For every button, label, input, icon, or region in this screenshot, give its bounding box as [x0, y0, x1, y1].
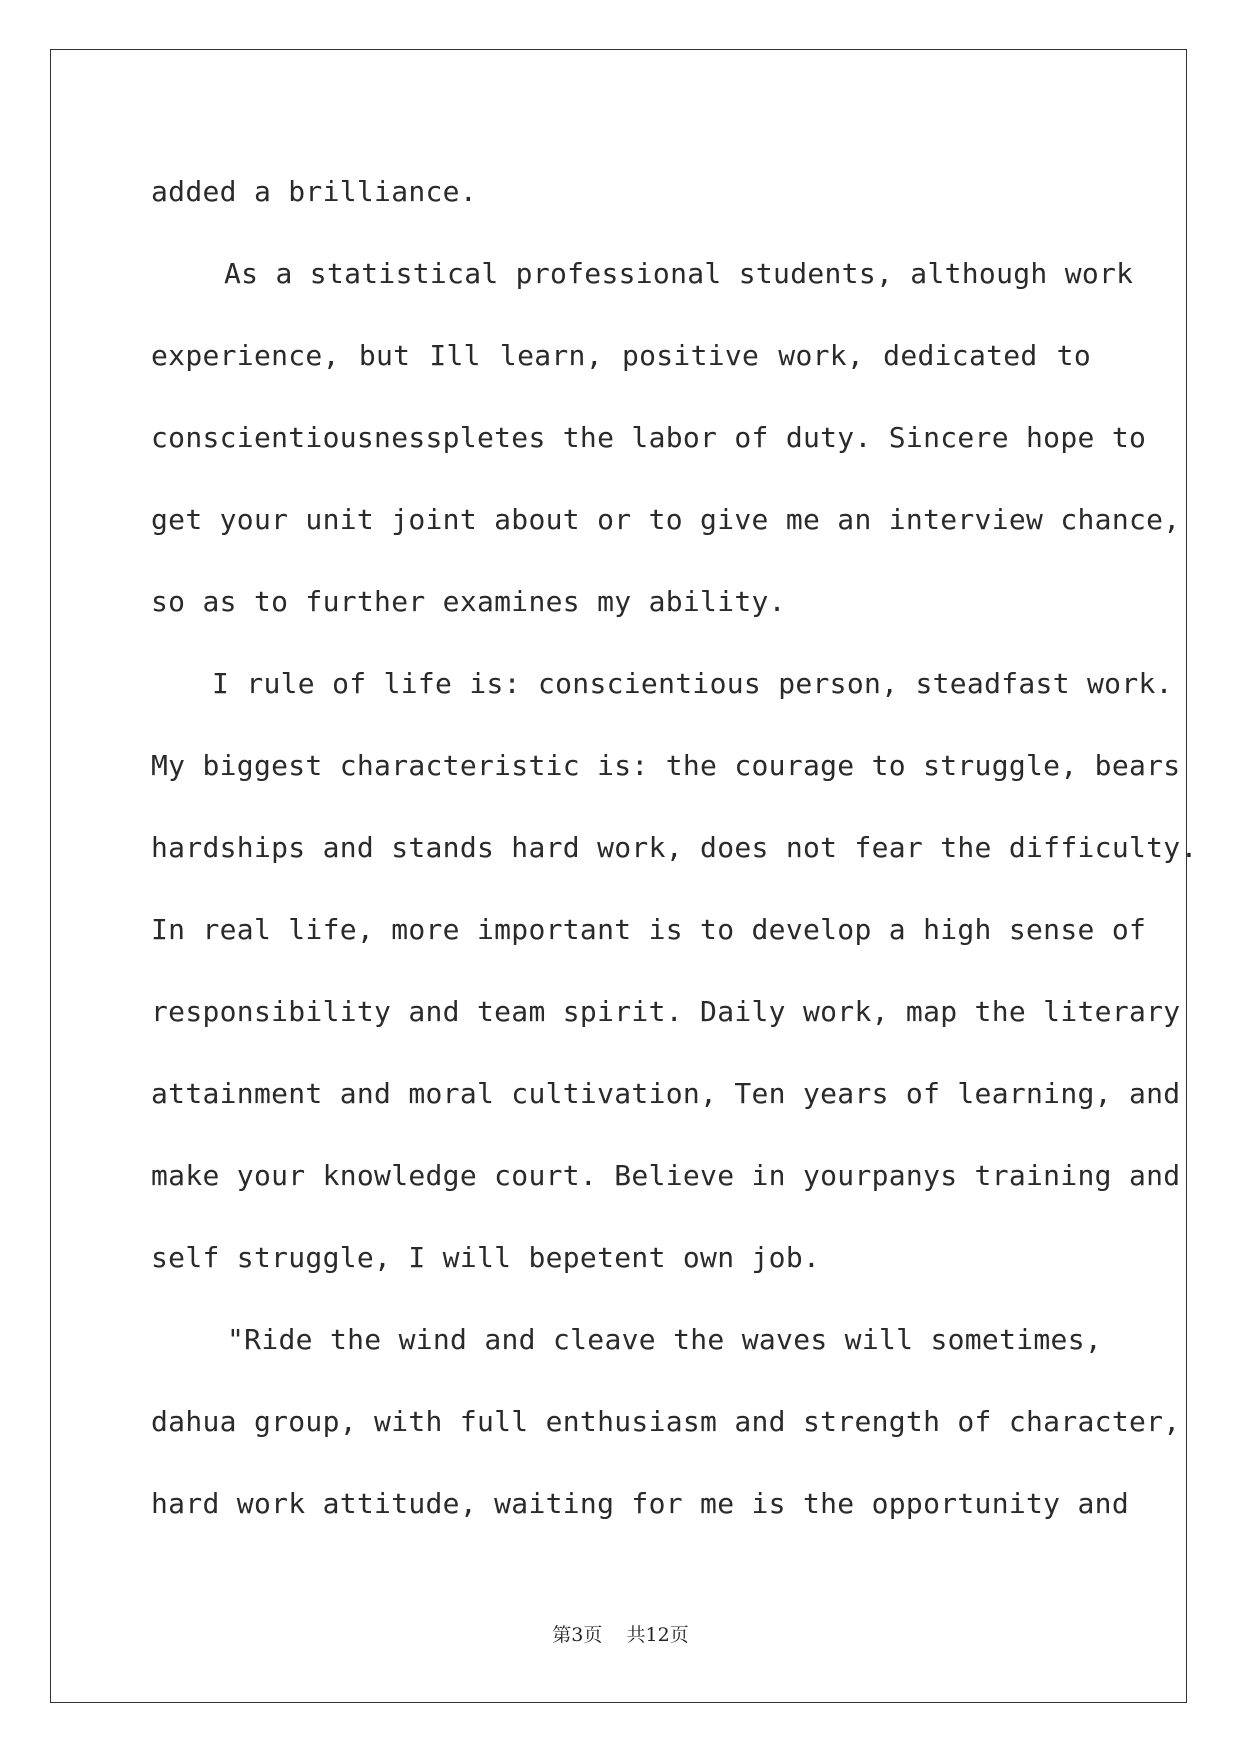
body-line: experience, but Ill learn, positive work, dedicated to [151, 339, 1091, 372]
body-line: hardships and stands hard work, does not fear the difficulty. [151, 831, 1198, 864]
body-line: so as to further examines my ability. [151, 585, 786, 618]
body-line: responsibility and team spirit. Daily work, map the literary [151, 995, 1181, 1028]
body-line: My biggest characteristic is: the courage to struggle, bears [151, 749, 1181, 782]
body-line: self struggle, I will bepetent own job. [151, 1241, 821, 1274]
page-number: 第3页 [552, 1624, 603, 1646]
body-line: attainment and moral cultivation, Ten years of learning, and [151, 1077, 1181, 1110]
paragraph-first-line: As a statistical professional students, although work [224, 257, 1134, 290]
paragraph-first-line: I rule of life is: conscientious person, steadfast work. [212, 667, 1173, 700]
body-line: get your unit joint about or to give me an interview chance, [151, 503, 1181, 536]
page-border [50, 49, 1198, 1703]
body-line: In real life, more important is to develop a high sense of [151, 913, 1147, 946]
body-line: make your knowledge court. Believe in yourpanys training and [151, 1159, 1181, 1192]
page-footer [0, 1620, 1241, 1647]
body-line: conscientiousnesspletes the labor of duty. Sincere hope to [151, 421, 1147, 454]
footer-gap [602, 1624, 626, 1646]
paragraph-first-line: "Ride the wind and cleave the waves will sometimes, [227, 1323, 1103, 1356]
body-line: hard work attitude, waiting for me is the opportunity and [151, 1487, 1129, 1520]
body-line: added a brilliance. [151, 175, 477, 208]
page-total: 共12页 [626, 1624, 689, 1646]
body-line: dahua group, with full enthusiasm and strength of character, [151, 1405, 1181, 1438]
